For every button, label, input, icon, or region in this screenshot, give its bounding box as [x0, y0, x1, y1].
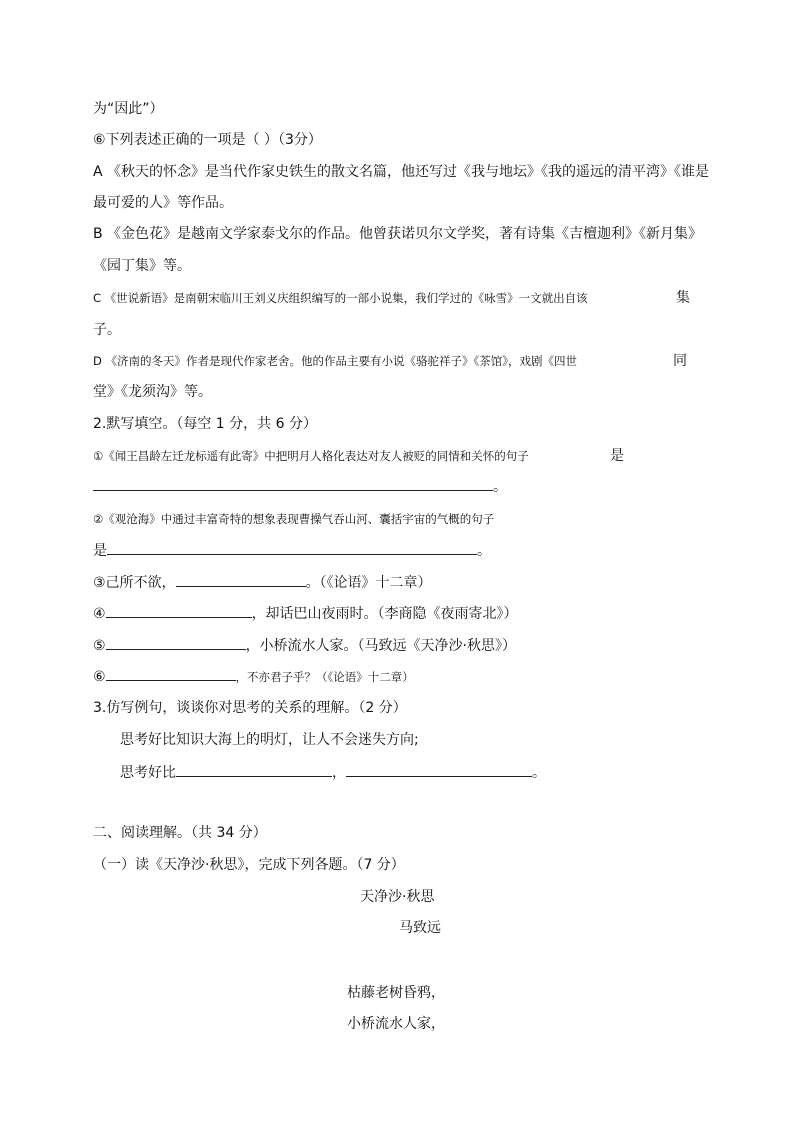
- poem-line-2: 小桥流水人家，: [347, 1016, 445, 1032]
- answer-blank[interactable]: [107, 540, 477, 555]
- option-d-tail: 同: [673, 353, 687, 369]
- blank-6-tail: ，不亦君子乎？（《论语》十二章）: [235, 670, 414, 684]
- poem-line-1: 枯藤老树昏鸦，: [347, 985, 445, 1001]
- option-c-line1: C 《世说新语》是南朝宋临川王刘义庆组织编写的一部小说集，我们学过的《咏雪》一文就出自该: [93, 291, 588, 305]
- answer-blank[interactable]: [106, 666, 236, 681]
- question-2-heading: 2.默写填空。（每空 1 分，共 6 分）: [93, 416, 317, 432]
- period: 。: [493, 479, 507, 495]
- question-3-example: 思考好比知识大海上的明灯，让人不会迷失方向;: [120, 732, 419, 748]
- blank-3-tail: 。（《论语》十二章）: [305, 575, 432, 591]
- option-c-tail: 集: [676, 290, 690, 306]
- blank-3-row: [93, 572, 432, 593]
- question-3-row: [120, 762, 546, 783]
- blank-6-head: ⑥: [93, 669, 106, 685]
- blank-1-row: [93, 476, 507, 497]
- answer-blank[interactable]: [106, 635, 246, 650]
- option-b-line2: 《园丁集》等。: [93, 258, 191, 274]
- option-a-line2: 最可爱的人》等作品。: [93, 195, 233, 211]
- answer-blank[interactable]: [93, 476, 493, 491]
- period: 。: [477, 543, 491, 559]
- period: 。: [532, 765, 546, 781]
- blank-2-head: 是: [93, 543, 107, 559]
- answer-blank[interactable]: [176, 762, 332, 777]
- comma: ，: [332, 765, 346, 781]
- blank-5-row: [93, 635, 516, 656]
- q3-head: 思考好比: [120, 765, 176, 781]
- blank-5-tail: ，小桥流水人家。（马致远《天净沙·秋思》）: [245, 638, 517, 654]
- option-d-line1: D 《济南的冬天》作者是现代作家老舍。他的作品主要有小说《骆驼祥子》《茶馆》，戏剧《四世: [93, 354, 578, 368]
- poem-author: 马致远: [399, 920, 441, 936]
- answer-blank[interactable]: [176, 572, 306, 587]
- blank-1-prompt: ①《闻王昌龄左迁龙标遥有此寄》中把明月人格化表达对友人被贬的同情和关怀的句子: [93, 449, 529, 463]
- blank-2-row: [93, 540, 491, 561]
- option-c-line2: 子。: [93, 322, 121, 338]
- option-b-line1: B 《金色花》是越南文学家泰戈尔的作品。他曾获诺贝尔文学奖，著有诗集《吉檀迦利》《新月集》: [93, 226, 703, 242]
- blank-5-head: ⑤: [93, 638, 106, 654]
- option-d-line2: 堂》《龙须沟》等。: [93, 384, 212, 400]
- blank-4-tail: ，却话巴山夜雨时。（李商隐《夜雨寄北》）: [251, 606, 518, 622]
- question-6: ⑥下列表述正确的一项是（ ）（3分）: [93, 132, 322, 148]
- question-3-heading: 3.仿写例句，谈谈你对思考的关系的理解。（2 分）: [93, 700, 407, 716]
- poem-title: 天净沙·秋思: [360, 889, 435, 905]
- section-2-heading: 二、阅读理解。（共 34 分）: [93, 825, 267, 841]
- text-line: 为“因此”）: [93, 101, 164, 117]
- option-a-line1: A 《秋天的怀念》是当代作家史铁生的散文名篇，他还写过《我与地坛》《我的遥远的清平湾》《谁是: [93, 164, 710, 180]
- blank-6-row: [93, 666, 414, 687]
- blank-4-row: [93, 603, 518, 624]
- answer-blank[interactable]: [106, 603, 252, 618]
- blank-3-head: ③己所不欲，: [93, 575, 176, 591]
- answer-blank[interactable]: [346, 762, 532, 777]
- blank-2-prompt: ②《观沧海》中通过丰富奇特的想象表现曹操气吞山河、囊括宇宙的气概的句子: [93, 512, 495, 526]
- section-2-1-heading: （一）读《天净沙·秋思》，完成下列各题。（7 分）: [93, 857, 405, 873]
- blank-4-head: ④: [93, 606, 106, 622]
- blank-1-tail: 是: [610, 448, 624, 464]
